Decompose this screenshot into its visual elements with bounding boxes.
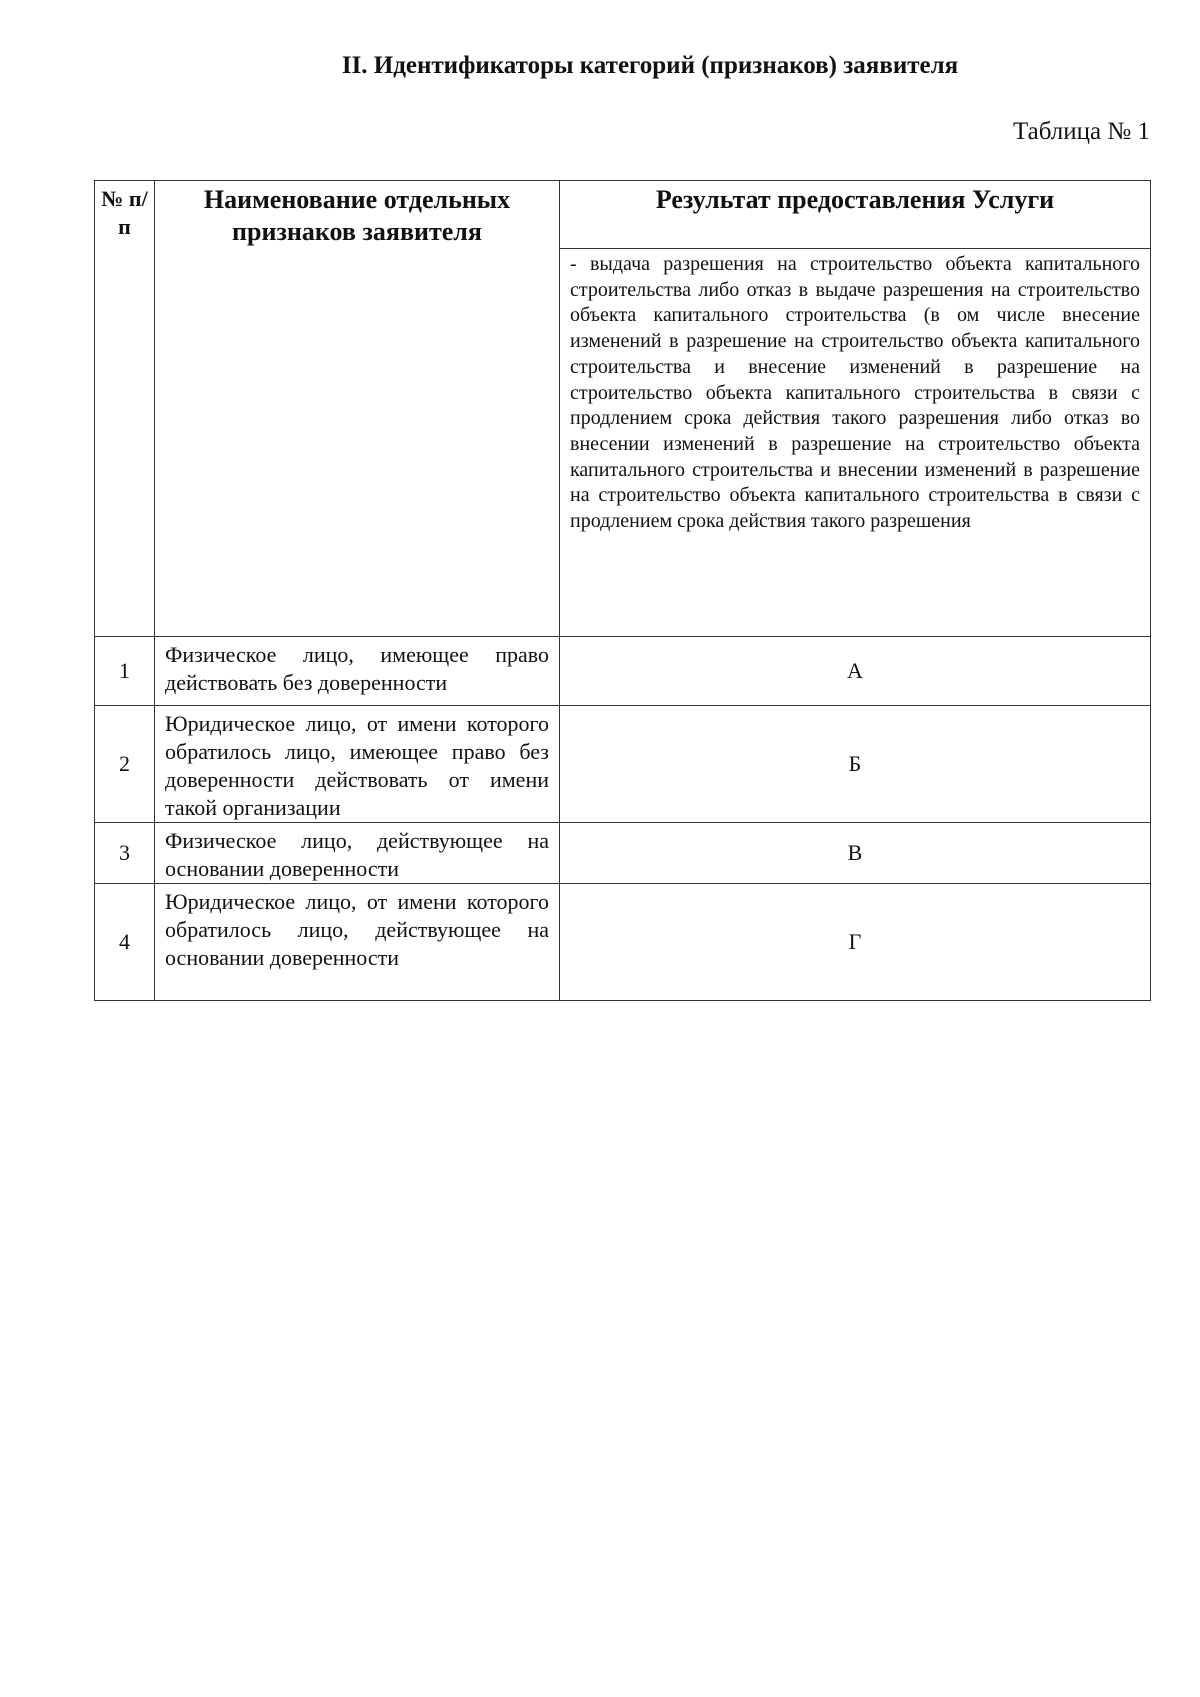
row-num: 3: [95, 823, 155, 884]
header-num: № п/п: [95, 181, 155, 637]
row-name: Физическое лицо, имеющее право действовать без доверенности: [155, 637, 560, 706]
applicant-categories-table: [94, 180, 1151, 1001]
table-header-row: [95, 181, 1151, 249]
table-row: [95, 637, 1151, 706]
table-row: [95, 706, 1151, 823]
header-result: Результат предоставления Услуги: [560, 181, 1151, 249]
header-name: Наименование отдельных признаков заявителя: [155, 181, 560, 637]
row-result: Б: [560, 706, 1151, 823]
table-row: [95, 823, 1151, 884]
result-description: - выдача разрешения на строительство объекта капитального строительства либо отказ в выдаче разрешения на строительство объекта капитального строительства (в ом числе внесение изменений в разрешение на строительство объекта капитального строительства и внесение изменений в разрешение на строительство объекта капитального строительства в связи с продлением срока действия такого разрешения либо отказ во внесении изменений в разрешение на строительство объекта капитального строительства и внесении изменений в разрешение на строительство объекта капитального строительства в связи с продлением срока действия такого разрешения: [560, 249, 1151, 637]
row-name: Физическое лицо, действующее на основании доверенности: [155, 823, 560, 884]
row-name: Юридическое лицо, от имени которого обратилось лицо, имеющее право без доверенности действовать от имени такой организации: [155, 706, 560, 823]
table-row: [95, 884, 1151, 1001]
row-num: 4: [95, 884, 155, 1001]
row-num: 1: [95, 637, 155, 706]
section-heading: II. Идентификаторы категорий (признаков) заявителя: [341, 52, 959, 79]
row-result: Г: [560, 884, 1151, 1001]
row-num: 2: [95, 706, 155, 823]
row-result: А: [560, 637, 1151, 706]
row-name: Юридическое лицо, от имени которого обратилось лицо, действующее на основании доверенности: [155, 884, 560, 1001]
row-result: В: [560, 823, 1151, 884]
table-number-label: Таблица № 1: [1012, 118, 1150, 145]
